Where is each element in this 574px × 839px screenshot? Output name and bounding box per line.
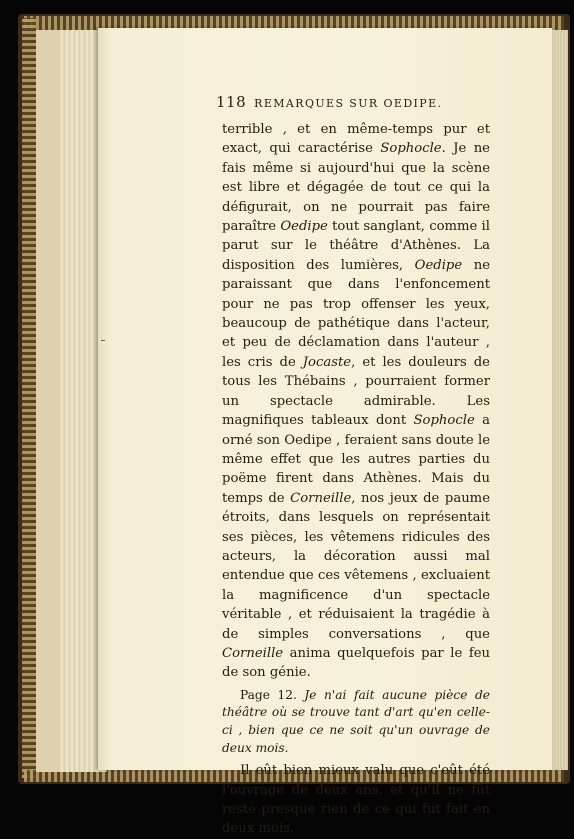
italic-run: Sophocle. xyxy=(380,141,446,157)
italic-run: Sophocle xyxy=(413,413,475,429)
quote-lead: Page 12. xyxy=(240,687,297,702)
page-text xyxy=(222,120,490,839)
paragraph-main xyxy=(222,120,490,683)
text-run: a orné son Oedipe , feraient sans doute le même effet que les autres parties du poëme firent dans Athènes. Mais du temps de xyxy=(222,413,490,506)
quote-paragraph xyxy=(222,687,490,757)
binding-left-edge xyxy=(22,18,36,778)
text-run: ne paraissant que dans l'enfoncement pour ne pas trop offenser les yeux, beaucoup de pathétique dans l'acteur, et peu de déclamation dans l'auteur , les cris de xyxy=(222,257,490,370)
text-run: anima quelquefois par le feu de son génie. xyxy=(222,645,490,681)
ink-speck xyxy=(101,340,105,341)
italic-run: Jocaste xyxy=(302,354,352,370)
right-page-edges xyxy=(552,30,568,770)
paragraph-final: Il eût bien mieux valu que c'eût été l'ouvrage de deux ans, et qu'il ne fût resté presque rien de ce qui fut fait en deux mois. xyxy=(222,763,490,837)
italic-run: Corneille xyxy=(290,490,352,506)
page-number: 118 xyxy=(216,93,247,111)
text-run: , et les douleurs de tous les Thébains , pourraient former un spectacle admirable. Les magnifiques tableaux dont xyxy=(222,354,490,429)
text-run: Je ne fais même si aujourd'hui que la scène est libre et dégagée de tout ce qui la défigurait, on ne pourrait pas faire paraître xyxy=(222,141,490,235)
left-page-fore-edge xyxy=(36,30,60,772)
text-run: , nos jeux de paume étroits, dans lesquels on représentait ses pièces, les vêtemens ridicules des acteurs, la décoration aussi mal entendue que ces vêtemens , excluaient la magnificence d'un spectacle véritable , et réduisaient la tragédie à de simples conversations , que xyxy=(222,490,490,642)
text-run: terrible , et en même-temps pur et exact, qui caractérise xyxy=(222,122,490,157)
italic-run: Corneille xyxy=(222,645,284,661)
running-head xyxy=(216,93,456,111)
running-title: REMARQUES SUR OEDIPE. xyxy=(254,97,443,110)
italic-run: Oedipe xyxy=(414,257,463,273)
quote-text: Je n'ai fait aucune pièce de théâtre où se trouve tant d'art qu'en celle-ci , bien que ce ne soit qu'un ouvrage de deux mois. xyxy=(222,687,490,755)
text-run: tout sanglant, comme il parut sur le théâtre d'Athènes. La disposition des lumières, xyxy=(222,219,490,273)
italic-run: Oedipe xyxy=(280,219,328,235)
